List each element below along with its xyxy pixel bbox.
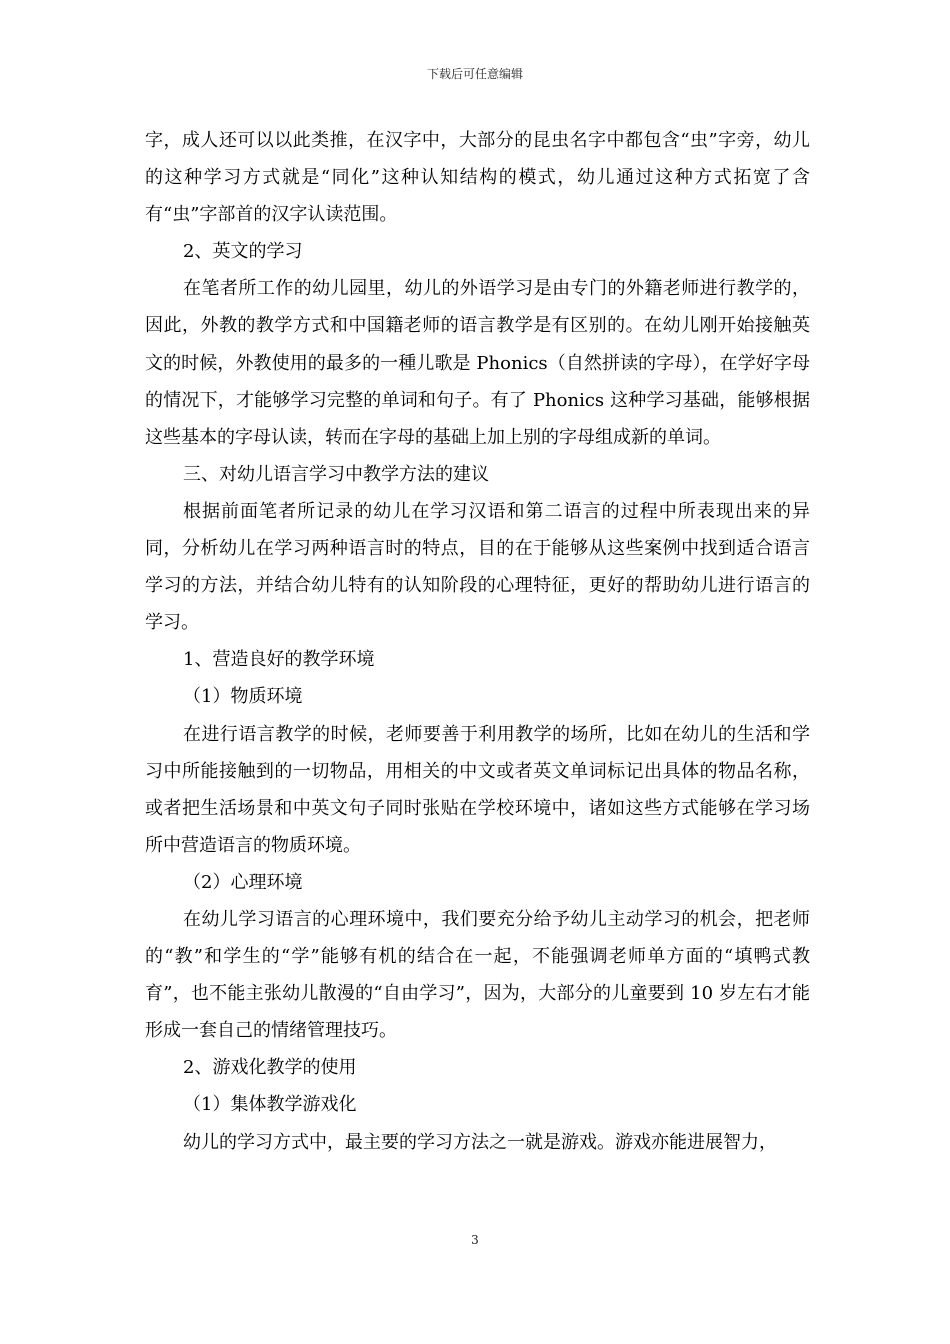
subheading-group-game-teaching: （1）集体教学游戏化 — [183, 1094, 357, 1116]
section-heading-suggestions: 三、对幼儿语言学习中教学方法的建议 — [183, 463, 489, 485]
section-heading-environment: 1、营造良好的教学环境 — [183, 649, 375, 671]
document-body — [145, 122, 810, 1161]
section-heading-game-teaching: 2、游戏化教学的使用 — [183, 1057, 357, 1079]
paragraph-continuation: 字，成人还可以以此类推，在汉字中，大部分的昆虫名字中都包含“虫”字旁，幼儿的这种学习方式就是“同化”这种认知结构的模式，幼儿通过这种方式拓宽了含有“虫”字部首的汉字认读范围。 — [145, 130, 810, 226]
paragraph-physical-environment: 在进行语言教学的时候，老师要善于利用教学的场所，比如在幼儿的生活和学习中所能接触到的一切物品，用相关的中文或者英文单词标记出具体的物品名称，或者把生活场景和中英文句子同时张贴在学校环境中，诸如这些方式能够在学习场所中营造语言的物质环境。 — [145, 723, 810, 856]
subheading-physical-environment: （1）物质环境 — [183, 686, 303, 708]
paragraph-suggestions-intro: 根据前面笔者所记录的幼儿在学习汉语和第二语言的过程中所表现出来的异同，分析幼儿在学习两种语言时的特点，目的在于能够从这些案例中找到适合语言学习的方法，并结合幼儿特有的认知阶段的心理特征，更好的帮助幼儿进行语言的学习。 — [145, 500, 810, 634]
section-heading-english-learning: 2、英文的学习 — [183, 241, 303, 263]
paragraph-english-learning: 在笔者所工作的幼儿园里，幼儿的外语学习是由专门的外籍老师进行教学的，因此，外教的教学方式和中国籍老师的语言教学是有区别的。在幼儿刚开始接触英文的时候，外教使用的最多的一種儿歌是 Phonics（自然拼读的字母），在学好字母的情况下，才能够学习完整的单词和句子。有了 Phonics 这种学习基础，能够根据这些基本的字母认读，转而在字母的基础上加上别的字母组成新的单词。 — [145, 278, 810, 448]
paragraph-group-game-teaching: 幼儿的学习方式中，最主要的学习方法之一就是游戏。游戏亦能进展智力， — [183, 1131, 777, 1153]
page-number: 3 — [471, 1233, 479, 1247]
page-header: 下载后可任意编辑 — [426, 67, 523, 81]
subheading-psychological-environment: （2）心理环境 — [183, 871, 303, 893]
paragraph-psychological-environment: 在幼儿学习语言的心理环境中，我们要充分给予幼儿主动学习的机会，把老师的“教”和学生的“学”能够有机的结合在一起，不能强调老师单方面的“填鸭式教育”，也不能主张幼儿散漫的“自由学习”，因为，大部分的儿童要到 10 岁左右才能形成一套自己的情绪管理技巧。 — [145, 908, 810, 1042]
